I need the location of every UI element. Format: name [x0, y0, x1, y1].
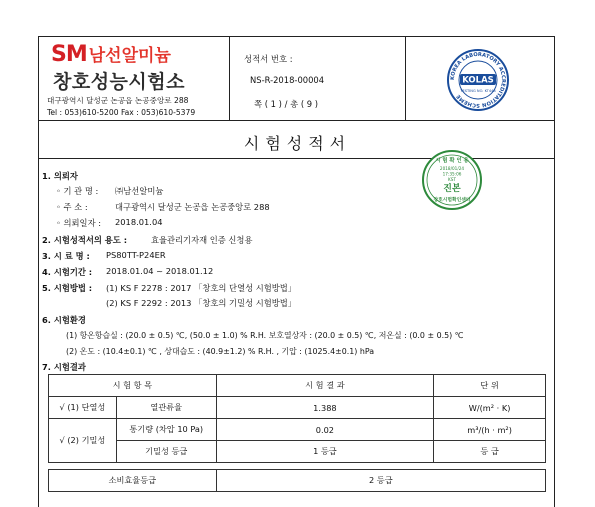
section-3-value: PS80TT-P24ER	[106, 250, 166, 260]
header-test-item: 시 험 항 목	[49, 375, 217, 397]
kolas-seal-icon	[446, 48, 510, 112]
row-result: 1 등급	[216, 441, 434, 463]
company-block	[39, 37, 230, 120]
report-number-block	[230, 37, 406, 120]
section-4-value: 2018.01.04 ~ 2018.01.12	[106, 266, 214, 276]
section-6-line-2: (2) 온도 : (10.4±0.1) ℃ , 상대습도 : (40.9±1.2) % R.H. , 기압 : (1025.4±0.1) hPa	[66, 347, 375, 356]
stamp-time: 17:35:06	[442, 171, 462, 177]
section-5-value-2: (2) KS F 2292 : 2013 「창호의 기밀성 시험방법」	[106, 298, 297, 308]
table-spacer-row	[49, 463, 546, 470]
table-row	[49, 397, 546, 419]
verification-stamp-icon	[421, 149, 483, 211]
report-no-value: NS-R-2018-00004	[250, 75, 325, 85]
kolas-sub-text: TESTING NO. KT448	[460, 89, 496, 93]
section-5-label: 5. 시험방법 :	[42, 283, 93, 293]
row-item: 기밀성 등급	[116, 441, 216, 463]
section-6-line-1: (1) 항온항습실 : (20.0 ± 0.5) ℃, (50.0 ± 1.0) % R.H. 보호열상자 : (20.0 ± 0.5) ℃, 저온실 : (0.0 ± 0.5) ℃	[66, 331, 464, 340]
kolas-center-text: KOLAS	[462, 75, 494, 86]
row-unit: m³/(h · m²)	[434, 419, 546, 441]
stamp-center-text: 진본	[443, 184, 461, 194]
address-value: 대구광역시 달성군 논공읍 논공중앙로 288	[115, 202, 270, 212]
table-row	[49, 419, 546, 441]
stamp-bottom-text: 창호시험확인센터	[433, 198, 471, 203]
document-title: 시험성적서	[243, 134, 352, 153]
logo-company-name: 남선알미늄	[88, 46, 171, 66]
org-label: ◦ 기 관 명 :	[56, 186, 99, 196]
page-info: 쪽 ( 1 ) / 총 ( 9 )	[254, 99, 319, 109]
company-address: 대구광역시 달성군 논공읍 논공중앙로 288	[47, 96, 189, 105]
report-header	[38, 36, 555, 121]
company-logo	[51, 41, 171, 67]
stamp-top-text: 시 험 확 인 용	[435, 158, 469, 164]
request-date-label: ◦ 의뢰일자 :	[56, 218, 102, 228]
row-unit: 등 급	[434, 441, 546, 463]
section-4-label: 4. 시험기간 :	[42, 267, 93, 277]
kolas-ring-text: KOREA LABORATORY ACCREDITATION SCHEME	[449, 51, 507, 109]
lab-name: 창호성능시험소	[53, 71, 185, 93]
stamp-kst: KST	[448, 177, 456, 182]
row-result: 0.02	[216, 419, 434, 441]
logo-sm: SM	[51, 42, 87, 67]
results-table	[48, 374, 546, 492]
header-unit: 단 위	[434, 375, 546, 397]
section-5-value-1: (1) KS F 2278 : 2017 「창호의 단열성 시험방법」	[106, 283, 297, 293]
row-item: 통기량 (차압 10 Pa)	[116, 419, 216, 441]
summary-value: 2 등급	[216, 470, 545, 492]
row-result: 1.388	[216, 397, 434, 419]
address-label: ◦ 주 소 :	[56, 202, 88, 212]
summary-row	[49, 470, 546, 492]
report-no-label: 성적서 번호 :	[244, 54, 293, 64]
header-test-result: 시 험 결 과	[216, 375, 434, 397]
section-2-label: 2. 시험성적서의 용도 :	[42, 235, 128, 245]
row-group: √ (1) 단열성	[49, 397, 117, 419]
stamp-date: 2018/01/24	[439, 166, 465, 171]
row-item: 열관류율	[116, 397, 216, 419]
section-6-title: 6. 시험환경	[42, 315, 86, 325]
row-unit: W/(m² · K)	[434, 397, 546, 419]
table-row	[49, 441, 546, 463]
section-1-title: 1. 의뢰자	[42, 171, 78, 181]
company-contact: Tel : 053)610-5200 Fax : 053)610-5379	[47, 108, 196, 117]
request-date-value: 2018.01.04	[115, 217, 163, 227]
org-value: ㈜남선알미늄	[115, 186, 164, 196]
accreditation-block	[406, 37, 554, 120]
section-2-value: 효율관리기자재 인증 신청용	[151, 235, 253, 245]
results-header-row	[49, 375, 546, 397]
row-group: √ (2) 기밀성	[49, 419, 117, 463]
section-3-label: 3. 시 료 명 :	[42, 251, 90, 261]
section-7-title: 7. 시험결과	[42, 362, 86, 372]
summary-label: 소비효율등급	[49, 470, 217, 492]
